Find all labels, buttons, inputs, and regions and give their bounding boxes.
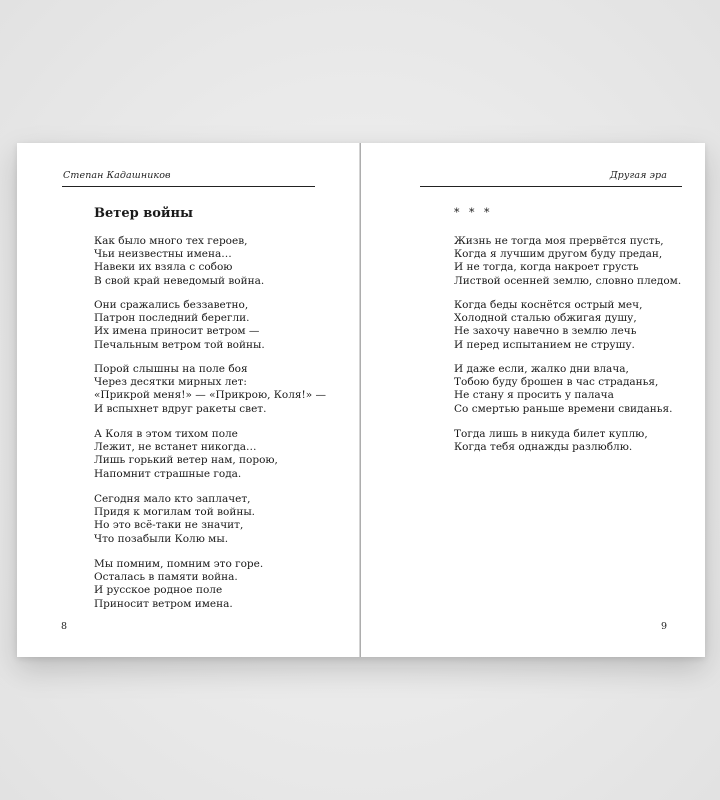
header-rule <box>420 186 682 187</box>
verse-line: Со смертью раньше времени свиданья. <box>454 402 673 415</box>
verse-line: Порой слышны на поле боя <box>94 363 248 375</box>
verse-line: И вспыхнет вдруг ракеты свет. <box>94 402 267 415</box>
stanza <box>94 493 255 546</box>
verse-line: Напомнит страшные года. <box>94 467 242 480</box>
verse-line: Лежит, не встанет никогда… <box>94 441 257 454</box>
verse-line: Что позабыли Колю мы. <box>94 532 229 545</box>
verse-line: И перед испытанием не струшу. <box>454 338 635 351</box>
verse-line: Не захочу навечно в землю лечь <box>454 325 637 338</box>
asterism: * * * <box>454 206 493 219</box>
verse-line: Тобою буду брошен в час страданья, <box>454 376 659 389</box>
verse-line: Но это всё-таки не значит, <box>94 519 244 532</box>
verse-line: Патрон последний берегли. <box>94 312 250 325</box>
verse-line: Как было много тех героев, <box>94 235 248 247</box>
verse-line: В свой край неведомый война. <box>94 274 265 287</box>
verse-line: Когда я лучшим другом буду предан, <box>454 248 663 261</box>
header-rule <box>62 186 315 187</box>
page-number: 8 <box>61 621 68 632</box>
page-number: 9 <box>660 621 667 632</box>
book-spread <box>17 143 705 657</box>
left-page <box>17 143 361 657</box>
stanza <box>454 299 642 352</box>
stanza <box>94 299 265 352</box>
verse-line: Когда тебя однажды разлюблю. <box>454 441 633 454</box>
stanza <box>94 558 263 611</box>
verse-line: Лишь горький ветер нам, порою, <box>94 454 278 467</box>
stanza <box>454 235 681 288</box>
poem-title: Ветер войны <box>94 206 194 221</box>
stanza <box>454 428 648 454</box>
verse-line: Приносит ветром имена. <box>94 597 233 610</box>
running-head-book-title: Другая эра <box>609 170 667 181</box>
verse-line: Холодной сталью обжигая душу, <box>454 312 637 325</box>
verse-line: Листвой осенней землю, словно пледом. <box>454 274 682 287</box>
verse-line: А Коля в этом тихом поле <box>94 428 238 440</box>
verse-line: Печальным ветром той войны. <box>94 338 265 351</box>
verse-line: Мы помним, помним это горе. <box>94 558 264 570</box>
verse-line: Навеки их взяла с собою <box>94 261 233 274</box>
verse-line: Сегодня мало кто заплачет, <box>94 493 251 505</box>
verse-line: «Прикрой меня!» — «Прикрою, Коля!» — <box>94 389 327 402</box>
verse-line: Они сражались беззаветно, <box>94 299 249 311</box>
verse-line: И русское родное поле <box>94 584 223 597</box>
stanza <box>94 235 264 288</box>
verse-line: И не тогда, когда накроет грусть <box>454 261 639 274</box>
verse-line: Жизнь не тогда моя прервётся пусть, <box>454 235 664 247</box>
verse-line: Чьи неизвестны имена… <box>94 248 232 261</box>
verse-line: Осталась в памяти война. <box>94 571 238 584</box>
running-head-author: Степан Кадашников <box>63 170 171 181</box>
verse-line: Придя к могилам той войны. <box>94 506 256 519</box>
stanza <box>94 363 326 416</box>
verse-line: Не стану я просить у палача <box>454 389 614 402</box>
right-page <box>361 143 705 657</box>
stanza <box>454 363 672 416</box>
verse-line: Через десятки мирных лет: <box>94 376 247 389</box>
stanza <box>94 428 278 481</box>
verse-line: И даже если, жалко дни влача, <box>454 363 629 375</box>
verse-line: Когда беды коснётся острый меч, <box>454 299 643 311</box>
verse-line: Их имена приносит ветром — <box>94 325 260 338</box>
verse-line: Тогда лишь в никуда билет куплю, <box>454 428 648 440</box>
